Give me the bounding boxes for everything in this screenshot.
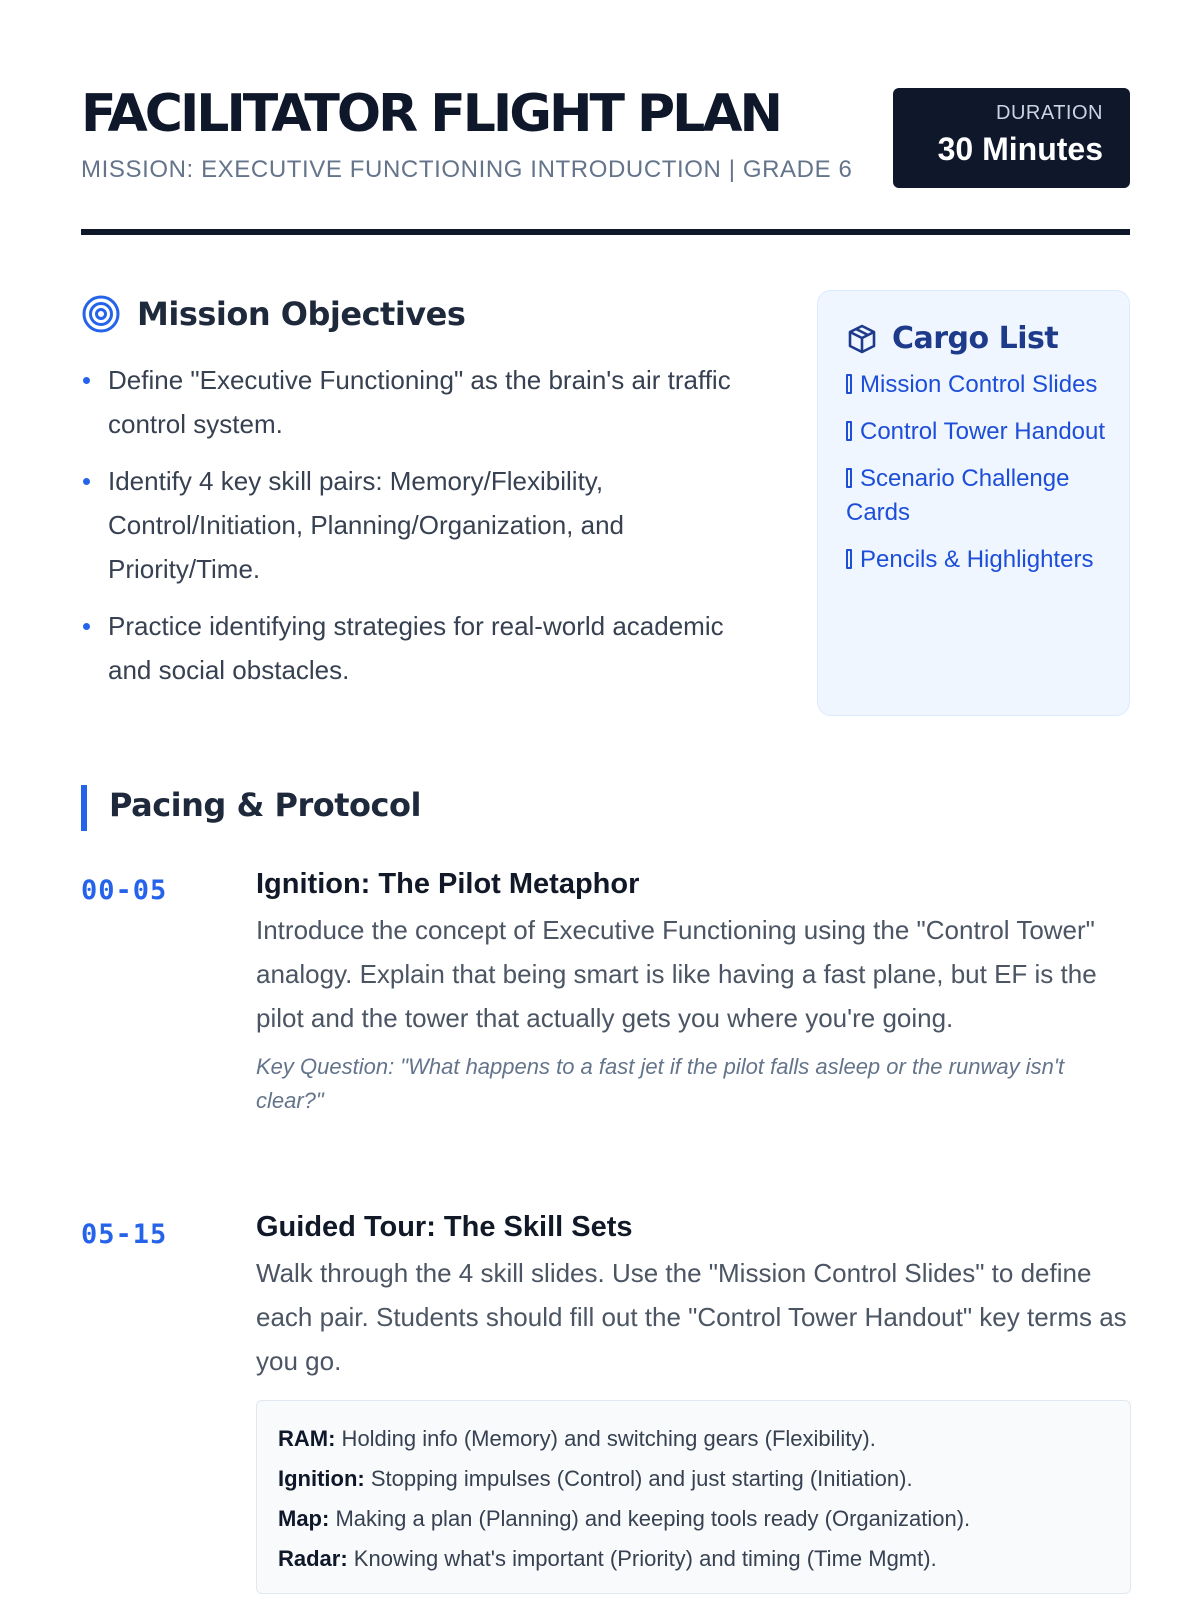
duration-label: DURATION (996, 102, 1103, 124)
skill-term: Ignition: (278, 1466, 365, 1491)
key-question: Key Question: "What happens to a fast jet if the pilot falls asleep or the runway isn't clear?" (256, 1054, 1065, 1113)
checkbox-icon (846, 421, 852, 441)
package-icon (846, 323, 878, 355)
cargo-item-label: Scenario Challenge Cards (846, 465, 1070, 526)
objectives-header (81, 294, 465, 334)
duration-value: 30 Minutes (937, 131, 1103, 167)
skill-term: Radar: (278, 1546, 348, 1571)
skill-term: RAM: (278, 1426, 336, 1451)
checkbox-icon (846, 468, 852, 488)
objectives-list (81, 358, 741, 705)
segment-time: 00-05 (81, 875, 168, 906)
skill-item (278, 1459, 1110, 1499)
checkbox-icon (846, 374, 852, 394)
segment-title: Ignition: The Pilot Metaphor (256, 868, 640, 900)
skill-term: Map: (278, 1506, 330, 1531)
segment-text: Introduce the concept of Executive Functioning using the "Control Tower" analogy. Explain that being smart is like having a fast plane, but EF is the pilot and the tower that actually gets you where you're going. (256, 915, 1097, 1033)
skill-description: Holding info (Memory) and switching gears (Flexibility). (335, 1426, 876, 1451)
cargo-item (846, 415, 1109, 449)
objectives-title: Mission Objectives (137, 295, 466, 333)
segment-title: Guided Tour: The Skill Sets (256, 1211, 633, 1243)
skill-description: Making a plan (Planning) and keeping tools ready (Organization). (329, 1506, 971, 1531)
segment-time: 05-15 (81, 1219, 168, 1250)
page-subtitle: MISSION: EXECUTIVE FUNCTIONING INTRODUCTION | GRADE 6 (81, 156, 853, 183)
cargo-item (846, 368, 1109, 402)
pacing-title: Pacing & Protocol (109, 786, 421, 824)
objective-item: Practice identifying strategies for real-world academic and social obstacles. (81, 604, 741, 692)
section-accent-bar (81, 785, 87, 831)
cargo-header (846, 321, 1109, 356)
skill-item (278, 1499, 1110, 1539)
duration-badge (893, 88, 1130, 188)
objective-item: Identify 4 key skill pairs: Memory/Flexibility, Control/Initiation, Planning/Organization, and Priority/Time. (81, 459, 741, 591)
cargo-item-label: Control Tower Handout (860, 418, 1106, 445)
cargo-item-label: Pencils & Highlighters (860, 546, 1094, 573)
page-title: FACILITATOR FLIGHT PLAN (81, 84, 781, 144)
skill-item (278, 1419, 1110, 1459)
pacing-segment (256, 1209, 1131, 1594)
cargo-item (846, 543, 1109, 577)
cargo-item-label: Mission Control Slides (860, 371, 1098, 398)
cargo-panel (817, 290, 1130, 716)
objective-item: Define "Executive Functioning" as the brain's air traffic control system. (81, 358, 741, 446)
cargo-list (846, 368, 1109, 577)
skill-description: Knowing what's important (Priority) and timing (Time Mgmt). (347, 1546, 937, 1571)
segment-text: Walk through the 4 skill slides. Use the "Mission Control Slides" to define each pair. Students should fill out the "Control Tower Handout" key terms as you go. (256, 1258, 1127, 1376)
checkbox-icon (846, 549, 852, 569)
pacing-segment (256, 866, 1131, 1118)
header-divider (81, 229, 1130, 235)
skill-description: Stopping impulses (Control) and just starting (Initiation). (364, 1466, 913, 1491)
skill-item (278, 1539, 1110, 1579)
skills-box (256, 1400, 1131, 1594)
cargo-item (846, 462, 1109, 530)
target-icon (81, 294, 121, 334)
cargo-title: Cargo List (892, 321, 1059, 356)
